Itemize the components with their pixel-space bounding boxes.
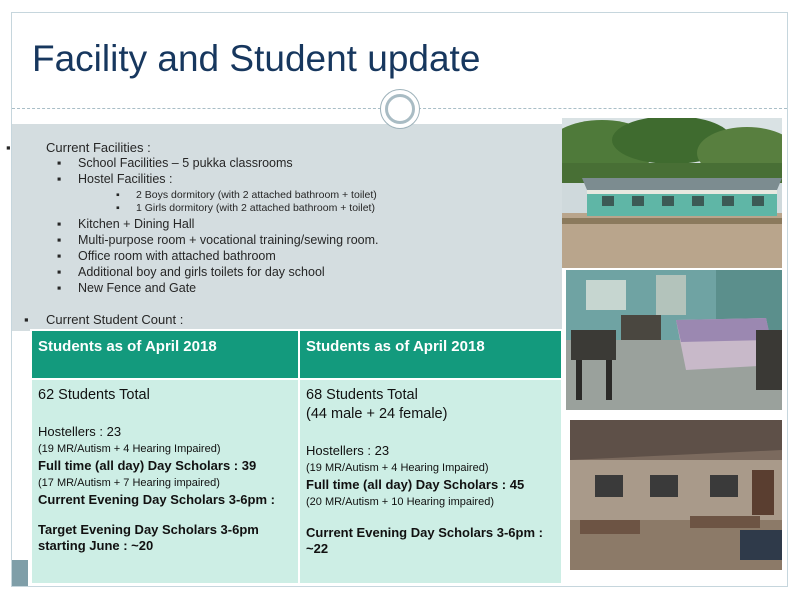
right-evening: Current Evening Day Scholars 3-6pm : ~22: [306, 525, 543, 556]
header-text: Students as of April 2018: [306, 338, 485, 355]
slide-title: Facility and Student update: [32, 38, 481, 79]
right-total-detail: (44 male + 24 female): [306, 406, 448, 422]
circle-ring: [385, 94, 415, 124]
table-cell-right: [299, 379, 562, 584]
school-facilities-text: School Facilities – 5 pukka classrooms: [78, 156, 293, 170]
facility-item-kitchen: [57, 217, 195, 231]
table-cell-left: [31, 379, 299, 584]
left-full-time: Full time (all day) Day Scholars : 39: [38, 458, 257, 473]
facility-item-text: Additional boy and girls toilets for day school: [78, 265, 325, 279]
hostel-facilities-item: [57, 172, 173, 186]
student-count-heading: [24, 312, 184, 327]
facility-item-text: Office room with attached bathroom: [78, 249, 276, 263]
left-hostellers-detail: (19 MR/Autism + 4 Hearing Impaired): [38, 443, 221, 455]
sewing-room-image: [566, 270, 782, 410]
student-count-heading-text: Current Student Count :: [46, 312, 184, 327]
right-full-time: Full time (all day) Day Scholars : 45: [306, 477, 525, 492]
facilities-heading-text: Current Facilities :: [46, 140, 151, 155]
bullet-icon: ▪: [6, 140, 11, 155]
bullet-icon: ▪: [116, 202, 120, 214]
facility-item-multipurpose: [57, 233, 379, 247]
divider-circle-ornament: [380, 89, 420, 129]
left-total: 62 Students Total: [38, 387, 150, 403]
facility-item-text: Kitchen + Dining Hall: [78, 217, 195, 231]
bullet-icon: ▪: [116, 189, 120, 201]
facility-item-text: Multi-purpose room + vocational training/sewing room.: [78, 233, 379, 247]
bullet-icon: ▪: [24, 312, 29, 327]
bullet-icon: ▪: [57, 281, 62, 295]
left-hostellers: Hostellers : 23: [38, 424, 122, 439]
right-hostellers: Hostellers : 23: [306, 443, 390, 458]
building-exterior-image: [562, 118, 782, 268]
table-row: [31, 379, 562, 584]
facilities-heading: [6, 140, 151, 155]
hostel-item-boys: [116, 189, 377, 201]
facility-item-toilets: [57, 265, 325, 279]
school-facilities-item: [57, 156, 293, 170]
bullet-icon: ▪: [57, 265, 62, 279]
header-text: Students as of April 2018: [38, 338, 217, 355]
bullet-icon: ▪: [57, 156, 62, 170]
hostel-item-text: 2 Boys dormitory (with 2 attached bathroom + toilet): [136, 189, 377, 201]
right-hostellers-detail: (19 MR/Autism + 4 Hearing Impaired): [306, 462, 489, 474]
facility-item-office: [57, 249, 276, 263]
right-total: 68 Students Total: [306, 387, 418, 403]
table-header-row: [31, 330, 562, 379]
building-exterior-photo: [562, 118, 782, 268]
bullet-icon: ▪: [57, 217, 62, 231]
bullet-icon: ▪: [57, 249, 62, 263]
facility-item-text: New Fence and Gate: [78, 281, 197, 295]
dining-hall-image: [570, 420, 782, 570]
sewing-room-photo: [566, 270, 782, 410]
facility-item-fence: [57, 281, 197, 295]
left-full-time-detail: (17 MR/Autism + 7 Hearing impaired): [38, 477, 220, 489]
dining-hall-photo: [570, 420, 782, 570]
right-full-time-detail: (20 MR/Autism + 10 Hearing impaired): [306, 496, 494, 508]
bullet-icon: ▪: [57, 172, 62, 186]
student-count-table: [30, 329, 563, 585]
hostel-facilities-text: Hostel Facilities :: [78, 172, 173, 186]
bottom-accent-strip: [12, 560, 28, 586]
left-target: Target Evening Day Scholars 3-6pm starting June : ~20: [38, 522, 259, 553]
hostel-item-text: 1 Girls dormitory (with 2 attached bathroom + toilet): [136, 202, 375, 214]
hostel-item-girls: [116, 202, 375, 214]
table-header-right: [299, 330, 562, 379]
table-header-left: [31, 330, 299, 379]
left-evening: Current Evening Day Scholars 3-6pm :: [38, 492, 275, 507]
bullet-icon: ▪: [57, 233, 62, 247]
